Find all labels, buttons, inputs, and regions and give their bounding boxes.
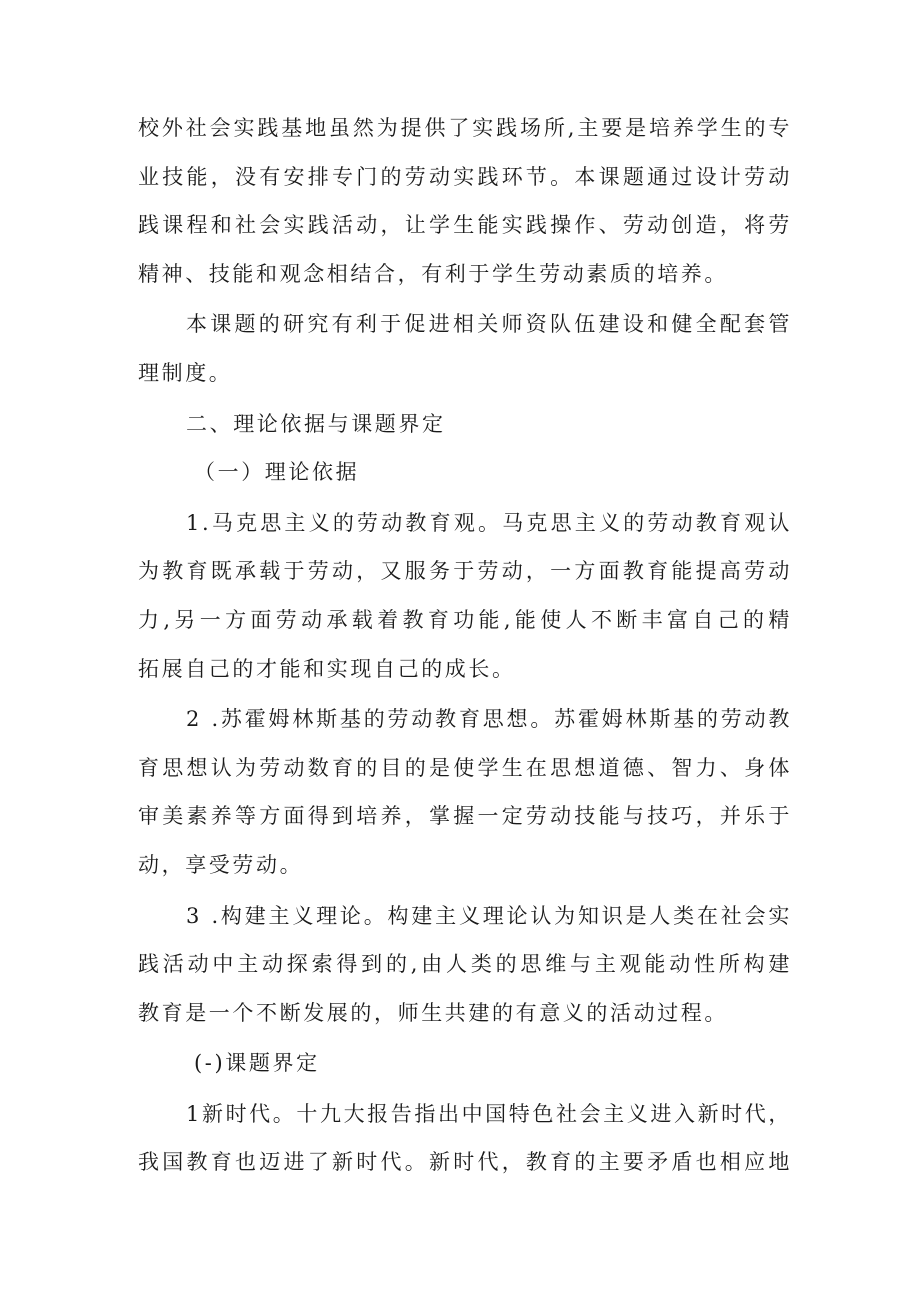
paragraph-line: 1新时代。十九大报告指出中国特色社会主义进入新时代， — [186, 1101, 792, 1126]
paragraph-line: 2 .苏霍姆林斯基的劳动教育思想。苏霍姆林斯基的劳动教 — [186, 707, 792, 732]
paragraph-line: 业技能，没有安排专门的劳动实践环节。本课题通过设计劳动 — [138, 164, 792, 189]
paragraph-line: 3 .构建主义理论。构建主义理论认为知识是人类在社会实 — [186, 903, 792, 928]
subsection-heading: (-)课题界定 — [194, 1051, 320, 1076]
paragraph-line: 1.马克思主义的劳动教育观。马克思主义的劳动教育观认 — [186, 510, 792, 535]
subsection-heading: （一）理论依据 — [194, 460, 360, 485]
paragraph-line: 审美素养等方面得到培养，掌握一定劳动技能与技巧，并乐于 — [138, 804, 792, 829]
paragraph-line: 教育是一个不断发展的，师生共建的有意义的活动过程。 — [138, 1000, 728, 1025]
paragraph-line: 我国教育也迈进了新时代。新时代，教育的主要矛盾也相应地 — [138, 1150, 792, 1175]
paragraph-line: 本课题的研究有利于促进相关师资队伍建设和健全配套管 — [186, 312, 792, 337]
paragraph-line: 践课程和社会实践活动，让学生能实践操作、劳动创造，将劳 — [138, 213, 792, 238]
paragraph-line: 校外社会实践基地虽然为提供了实践场所,主要是培养学生的专 — [138, 116, 792, 140]
paragraph-line: 理制度。 — [138, 360, 233, 385]
paragraph-line: 为教育既承载于劳动，又服务于劳动，一方面教育能提高劳动 — [138, 559, 792, 584]
section-heading: 二、理论依据与课题界定 — [186, 411, 446, 436]
paragraph-line: 动，享受劳动。 — [138, 852, 304, 877]
paragraph-line: 拓展自己的才能和实现自己的成长。 — [138, 656, 516, 681]
paragraph-line: 力,另一方面劳动承载着教育功能,能使人不断丰富自己的精 — [138, 607, 792, 632]
paragraph-line: 践活动中主动探索得到的,由人类的思维与主观能动性所构建 — [138, 952, 792, 977]
paragraph-line: 育思想认为劳动数育的目的是使学生在思想道德、智力、身体 — [138, 755, 792, 780]
paragraph-line: 精神、技能和观念相结合，有利于学生劳动素质的培养。 — [138, 261, 728, 286]
document-page — [138, 104, 792, 1187]
